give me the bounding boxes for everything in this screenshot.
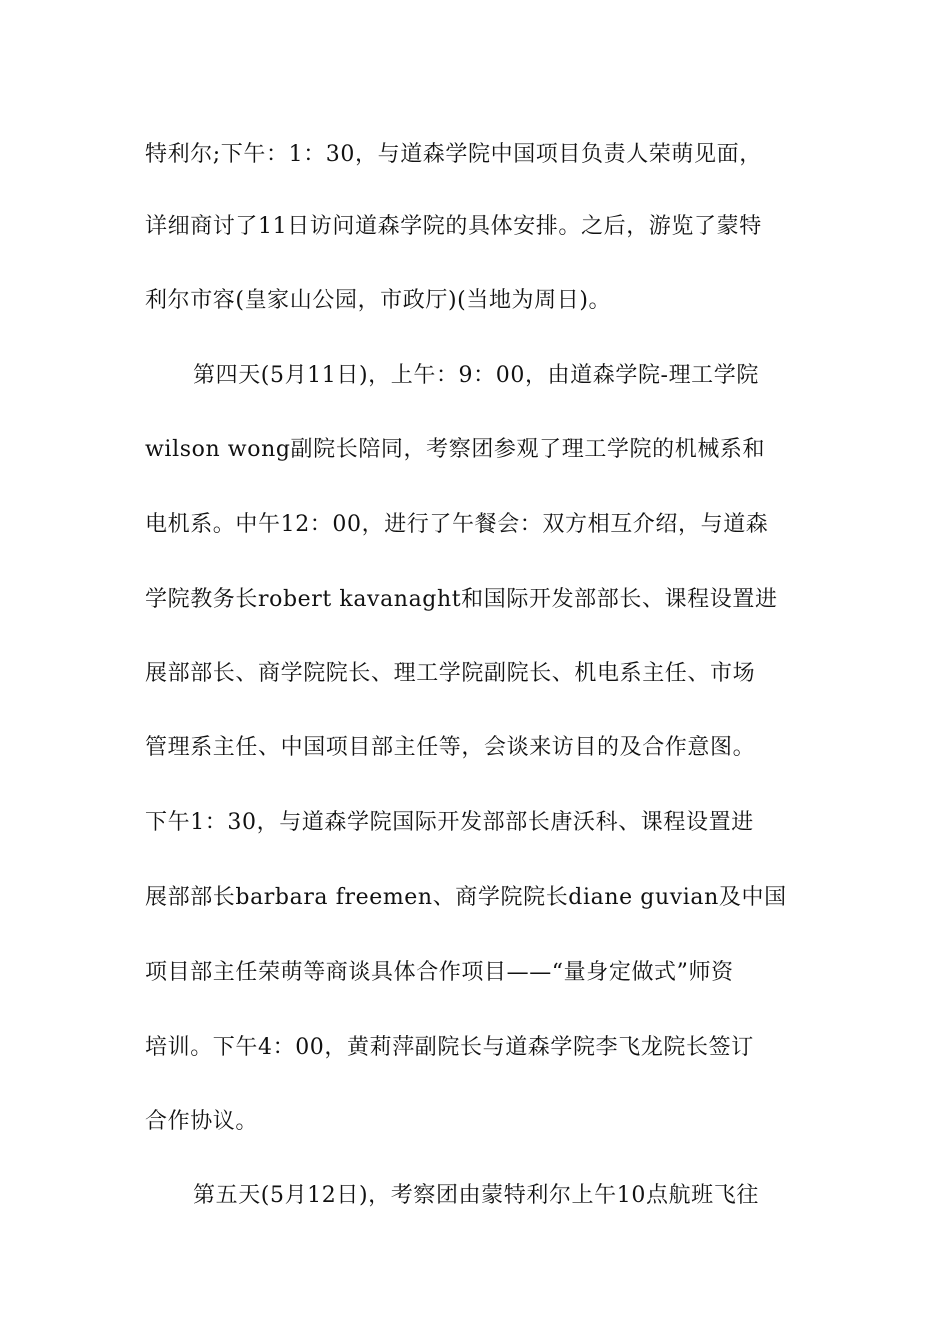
paragraph-start-line: 第五天(5月12日)，考察团由蒙特利尔上午10点航班飞往 — [193, 1183, 759, 1208]
text-line: 展部部长barbara freemen、商学院院长diane guvian及中国 — [145, 885, 787, 910]
text-line: 学院教务长robert kavanaght和国际开发部部长、课程设置进 — [145, 587, 778, 612]
text-line: 管理系主任、中国项目部主任等，会谈来访目的及合作意图。 — [145, 735, 756, 760]
text-line: 详细商讨了11日访问道森学院的具体安排。之后，游览了蒙特 — [145, 214, 762, 239]
paragraph-start-line: 第四天(5月11日)，上午：9：00，由道森学院-理工学院 — [193, 363, 759, 388]
text-line: 电机系。中午12：00，进行了午餐会：双方相互介绍，与道森 — [145, 512, 769, 537]
text-line: 利尔市容(皇家山公园，市政厅)(当地为周日)。 — [145, 288, 612, 313]
text-line: 特利尔;下午：1：30，与道森学院中国项目负责人荣萌见面， — [145, 142, 762, 167]
text-line: 培训。下午4：00，黄莉萍副院长与道森学院李飞龙院长签订 — [145, 1035, 754, 1060]
text-line: 合作协议。 — [145, 1109, 259, 1134]
text-line: 下午1：30，与道森学院国际开发部部长唐沃科、课程设置进 — [145, 810, 754, 835]
text-line: 展部部长、商学院院长、理工学院副院长、机电系主任、市场 — [145, 661, 756, 686]
text-line: wilson wong副院长陪同，考察团参观了理工学院的机械系和 — [145, 437, 766, 462]
text-line: 项目部主任荣萌等商谈具体合作项目——“量身定做式”师资 — [145, 960, 734, 985]
